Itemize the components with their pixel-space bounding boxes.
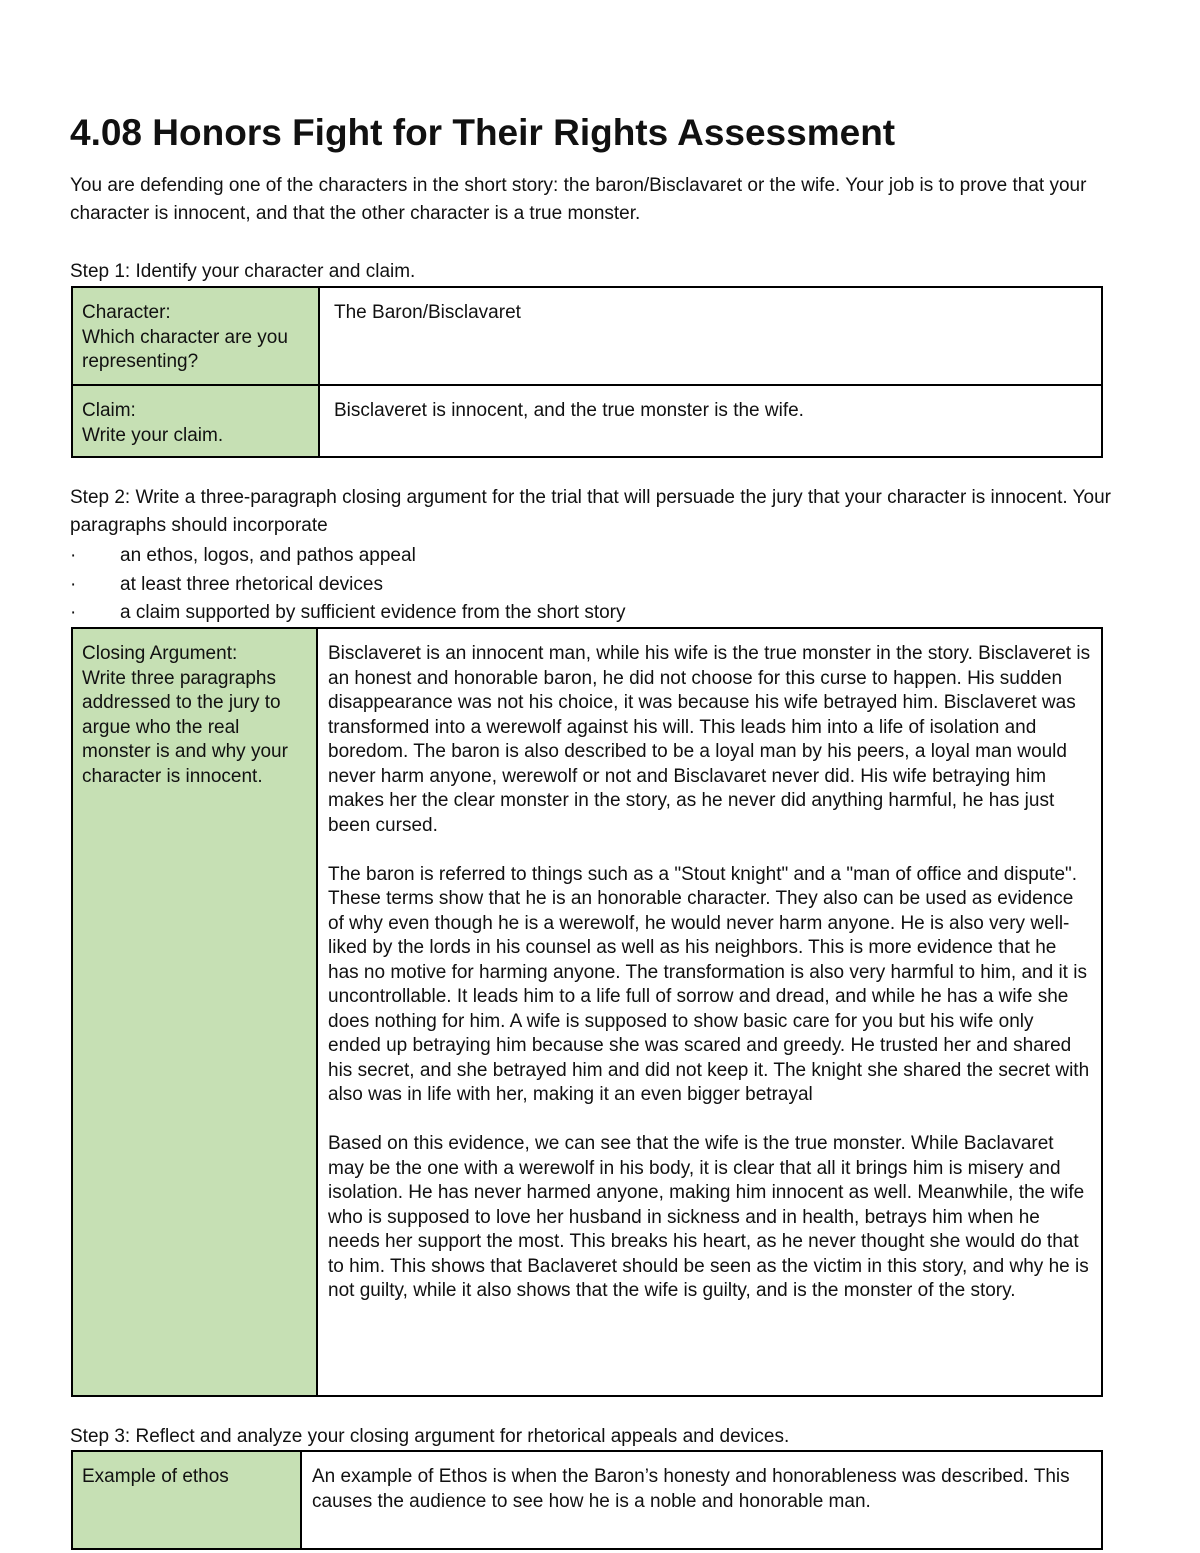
character-row [72, 287, 1102, 385]
claim-answer[interactable]: Bisclaveret is innocent, and the true monster is the wife. [319, 385, 1102, 457]
argument-paragraph-1: Bisclaveret is an innocent man, while his wife is the true monster in the story. Bisclaveret is an honest and honorable baron, he did not choose for this curse to happen. His sudden disappearance was not his choice, it was because his wife betrayed him. Bisclaveret was transformed into a werewolf against his will. This leads him into a life of isolation and boredom. The baron is also described to be a loyal man by his peers, a loyal man would never harm anyone, werewolf or not and Bisclavaret never did. His wife betraying him makes her the clear monster in the story, as he never did anything harmful, he has just been cursed. [328, 643, 1091, 836]
closing-argument-label-cell [72, 628, 317, 1396]
closing-argument-label-prompt: Write three paragraphs addressed to the jury to argue who the real monster is and why your character is innocent. [82, 667, 288, 787]
claim-label-prompt: Write your claim. [82, 424, 224, 446]
document-title: 4.08 Honors Fight for Their Rights Assessment [70, 112, 896, 153]
step1-table [71, 286, 1103, 458]
bullet-dot: · [70, 573, 77, 595]
requirement-item: · a claim supported by sufficient evidence from the short story [70, 599, 626, 628]
intro-text: You are defending one of the characters in the short story: the baron/Bisclavaret or the wife. Your job is to prove that your character is innocent, and that the other character is a true monster. [70, 175, 1087, 224]
step2-heading: Step 2: Write a three-paragraph closing argument for the trial that will persuade the jury that your character is innocent. Your paragraphs should incorporate [70, 487, 1111, 536]
closing-argument-label-title: Closing Argument: [82, 643, 238, 664]
step3-heading: Step 3: Reflect and analyze your closing argument for rhetorical appeals and devices. [70, 1426, 790, 1447]
step2-table [71, 627, 1103, 1397]
requirements-list [70, 542, 626, 628]
ethos-label: Example of ethos [72, 1451, 301, 1549]
requirement-item: · an ethos, logos, and pathos appeal [70, 542, 626, 571]
closing-argument-row [72, 628, 1102, 1396]
claim-label-cell [72, 385, 319, 457]
character-label-prompt: Which character are you representing? [82, 326, 288, 372]
claim-label-title: Claim: [82, 400, 136, 421]
closing-argument-answer[interactable] [317, 628, 1102, 1396]
ethos-row [72, 1451, 1102, 1549]
bullet-dot: · [70, 602, 77, 623]
argument-paragraph-3: Based on this evidence, we can see that the wife is the true monster. While Baclavaret may be the one with a werewolf in his body, it is clear that all it brings him is misery and isolation. He has never harmed anyone, making him innocent as well. Meanwhile, the wife who is supposed to love her husband in sickness and in health, betrays him when he needs her support the most. This breaks his heart, as he never thought she would do that to him. This shows that Baclaveret should be seen as the victim in this story, and why he is not guilty, while it also shows that the wife is guilty, and is the monster of the story. [328, 1133, 1089, 1301]
argument-paragraph-2: The baron is referred to things such as a "Stout knight" and a "man of office and dispute". These terms show that he is an honorable character. They also can be used as evidence of why even though he is a werewolf, he would never harm anyone. He is also very well-liked by the lords in his counsel as well as his neighbors. This is more evidence that he has no motive for harming anyone. The transformation is also very harmful to him, and it is uncontrollable. It leads him to a life full of sorrow and dread, and while he has a wife she does nothing for him. A wife is supposed to show basic care for you but his wife only ended up betraying him because she was scared and greedy. He trusted her and shared his secret, and she betrayed him and did not keep it. The knight she shared the secret with also was in life with her, making it an even bigger betrayal [328, 863, 1090, 1105]
character-answer[interactable]: The Baron/Bisclavaret [319, 287, 1102, 385]
step1-heading: Step 1: Identify your character and claim. [70, 261, 416, 282]
claim-row [72, 385, 1102, 457]
character-label-cell [72, 287, 319, 385]
ethos-answer[interactable]: An example of Ethos is when the Baron’s honesty and honorableness was described. This causes the audience to see how he is a noble and honorable man. [301, 1451, 1102, 1549]
character-label-title: Character: [82, 302, 171, 323]
requirement-item: · at least three rhetorical devices [70, 571, 626, 600]
step3-table [71, 1450, 1103, 1550]
bullet-dot: · [70, 545, 77, 566]
